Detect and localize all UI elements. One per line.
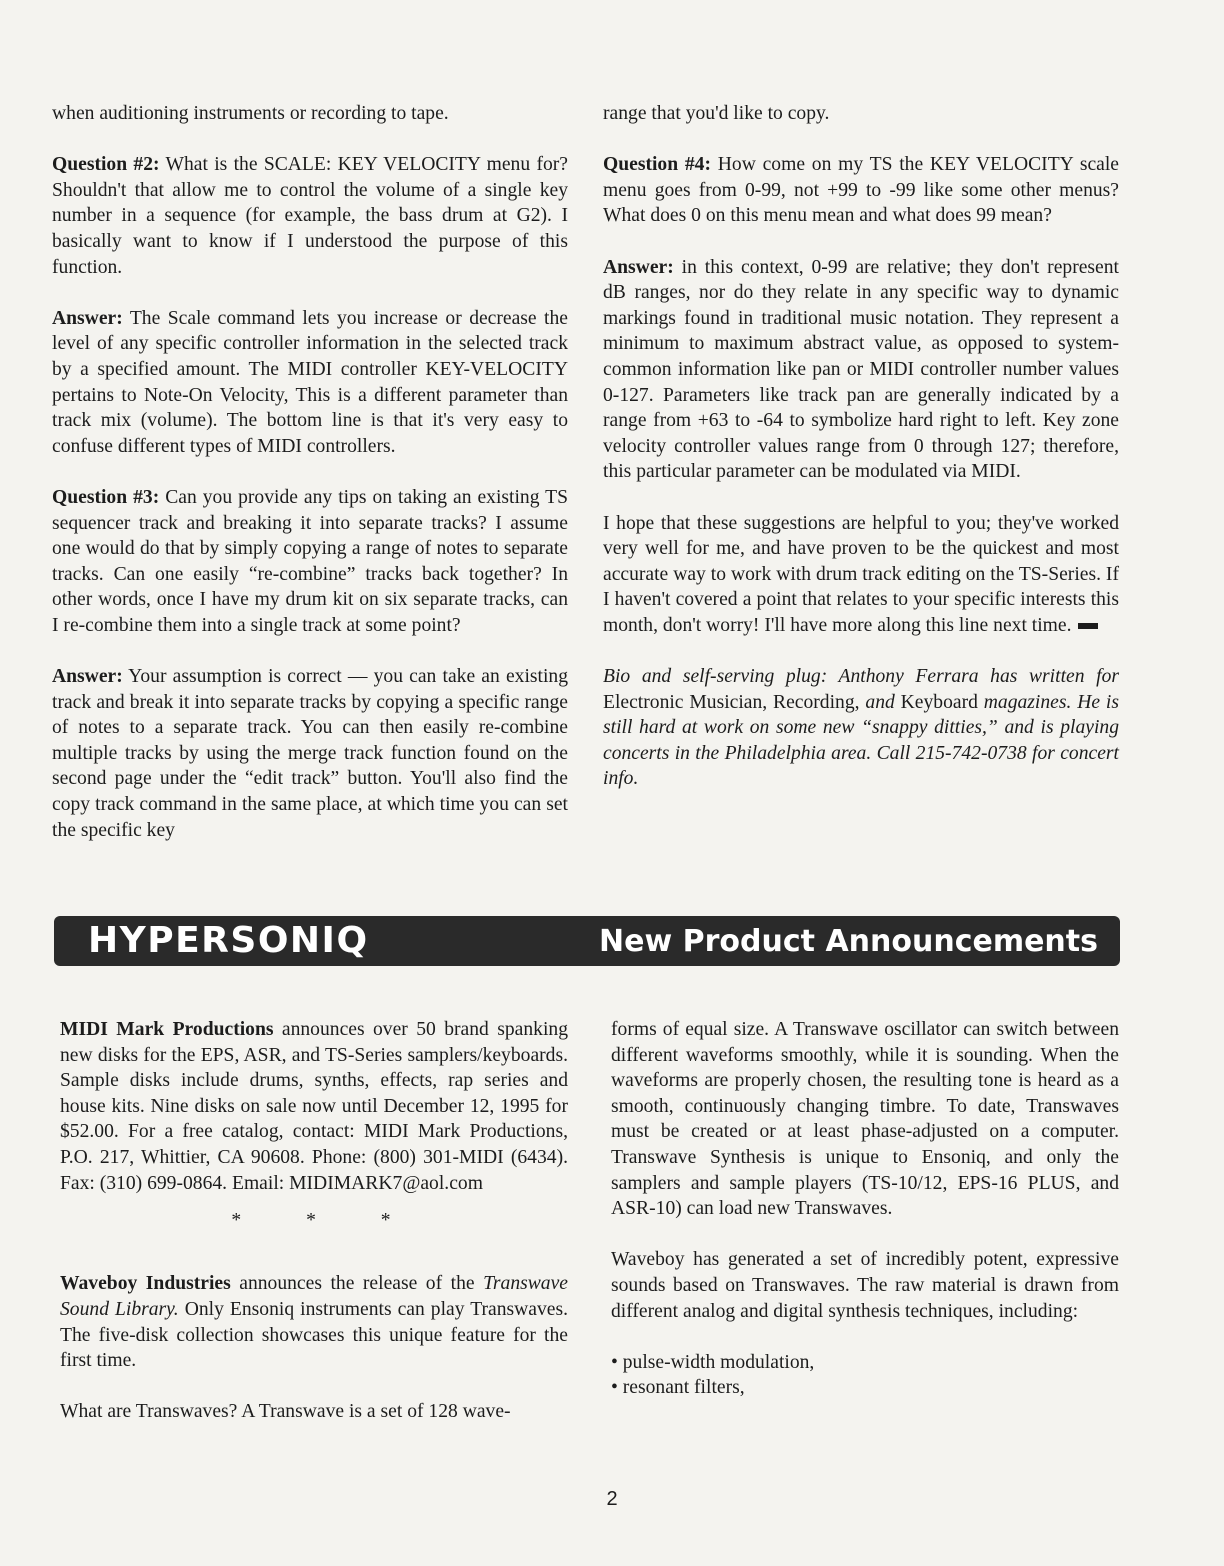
question-3-text: Can you provide any tips on taking an existing TS sequencer track and breaking it into separate tracks? I assume one would do that by simply copying a range of notes to separate tracks. Can one easily “re-combine” tracks back together? In other words, once I have my drum kit on six separate tracks, can I re-combine them into a single track at some point? (52, 486, 568, 636)
section-banner (54, 916, 1120, 966)
answer-4-label: Answer: (603, 256, 674, 278)
question-4 (603, 152, 1119, 229)
banner-title: New Product Announcements (599, 924, 1098, 959)
waveboy-product-title: Transwave Sound Library. (60, 1273, 568, 1320)
answer-3-label: Answer: (52, 666, 123, 688)
waveboy-text-2: Only Ensoniq instruments can play Transwaves. The five-disk collection showcases this unique feature for the first time. (60, 1298, 568, 1372)
waveboy-announcement (60, 1271, 568, 1373)
question-4-text: How come on my TS the KEY VELOCITY scale menu goes from 0-99, not +99 to -99 like some other menus? What does 0 on this menu mean and what does 99 mean? (603, 154, 1119, 227)
bio-part-2: Electronic Musician, Recording, (603, 691, 860, 713)
answer-2-text: The Scale command lets you increase or decrease the level of any specific controller information in the selected track by a specified amount. The MIDI controller KEY-VELOCITY pertains to Note-On Velocity, This is a different parameter than track mix (volume). The bottom line is that it's very easy to confuse different types of MIDI controllers. (52, 307, 568, 457)
end-mark-icon (1078, 623, 1098, 629)
question-3-label: Question #3: (52, 486, 160, 508)
question-2 (52, 152, 568, 280)
page-number: 2 (606, 1488, 618, 1510)
answer-2 (52, 306, 568, 460)
column-bottom-right (611, 1017, 1119, 1401)
column-top-right (603, 101, 1119, 792)
banner-brand: HYPERSONIQ (88, 920, 369, 961)
closing-paragraph (603, 511, 1119, 639)
closing-text: I hope that these suggestions are helpful to you; they've worked very well for me, and have proven to be the quickest and most accurate way to work with drum track editing on the TS-Series. If I haven't covered a point that relates to your specific interests this month, don't worry! I'll have more along this line next time. (603, 512, 1119, 636)
waveboy-text-1: announces the release of the (230, 1273, 484, 1295)
column-bottom-left (60, 1017, 568, 1425)
answer-2-label: Answer: (52, 307, 123, 329)
bio-part-5: magazines. He is still hard at work on some new “snappy ditties,” and is playing concerts in the Philadelphia area. Call 215-742-0738 for concert info. (603, 691, 1119, 790)
midi-mark-text: announces over 50 brand spanking new disks for the EPS, ASR, and TS-Series samplers/keyboards. Sample disks include drums, synths, effects, rap series and house kits. Nine disks on sale now until December 12, 1995 for $52.00. For a free catalog, contact: MIDI Mark Productions, P.O. 217, Whittier, CA 90608. Phone: (800) 301-MIDI (6434). Fax: (310) 699-0864. Email: MIDIMARK7@aol.com (60, 1019, 568, 1194)
answer-3-text: Your assumption is correct — you can take an existing track and break it into separate tracks by copying a specific range of notes to a separate track. You can then easily re-combine multiple tracks by using the merge track function found on the second page under the “edit track” button. You'll also find the copy track command in the same place, at which time you can set the specific key (52, 666, 568, 841)
paragraph-continuation: when auditioning instruments or recording to tape. (52, 103, 449, 124)
question-2-text: What is the SCALE: KEY VELOCITY menu for? Shouldn't that allow me to control the volume of a single key number in a sequence (for example, the bass drum at G2). I basically want to know if I understood the purpose of this function. (52, 154, 568, 278)
bio-part-1: Bio and self-serving plug: Anthony Ferrara has written for (603, 666, 1119, 688)
question-4-label: Question #4: (603, 154, 711, 176)
waveboy-label: Waveboy Industries (60, 1273, 231, 1295)
author-bio (603, 664, 1119, 792)
answer-3 (52, 664, 568, 843)
column-top-left (52, 101, 568, 843)
bullet-item: • resonant filters, (611, 1377, 745, 1399)
bio-part-4: Keyboard (900, 691, 978, 713)
question-3 (52, 485, 568, 639)
midi-mark-announcement (60, 1017, 568, 1196)
bio-part-3: and (859, 691, 901, 713)
transwave-question: What are Transwaves? A Transwave is a set of 128 wave- (60, 1401, 511, 1423)
midi-mark-label: MIDI Mark Productions (60, 1019, 274, 1040)
waveboy-sounds: Waveboy has generated a set of incredibly potent, expressive sounds based on Transwaves. The raw material is drawn from different analog and digital synthesis techniques, including: (611, 1249, 1119, 1322)
answer-4-text: in this context, 0-99 are relative; they don't represent dB ranges, nor do they relate in any specific way to dynamic markings found in traditional music notation. They represent a minimum to maximum abstract value, as opposed to system-common information like pan or MIDI controller number values 0-127. Parameters like track pan are generally indicated by a range from +63 to -64 to symbolize hard right to left. Key zone velocity controller values range from 0 through 127; therefore, this particular parameter can be modulated via MIDI. (603, 256, 1119, 483)
transwave-explanation: forms of equal size. A Transwave oscillator can switch between different waveforms smoothly, while it is sounding. When the waveforms are properly chosen, the resulting tone is heard as a smooth, continuously changing timbre. To date, Transwaves must be created or at least phase-adjusted on a computer. Transwave Synthesis is unique to Ensoniq, and only the samplers and sample players (TS-10/12, EPS-16 PLUS, and ASR-10) can load new Transwaves. (611, 1019, 1119, 1220)
question-2-label: Question #2: (52, 154, 160, 176)
separator-stars: * * * (231, 1210, 397, 1232)
paragraph-continuation: range that you'd like to copy. (603, 103, 830, 124)
answer-4 (603, 255, 1119, 485)
bullet-item: • pulse-width modulation, (611, 1351, 815, 1373)
